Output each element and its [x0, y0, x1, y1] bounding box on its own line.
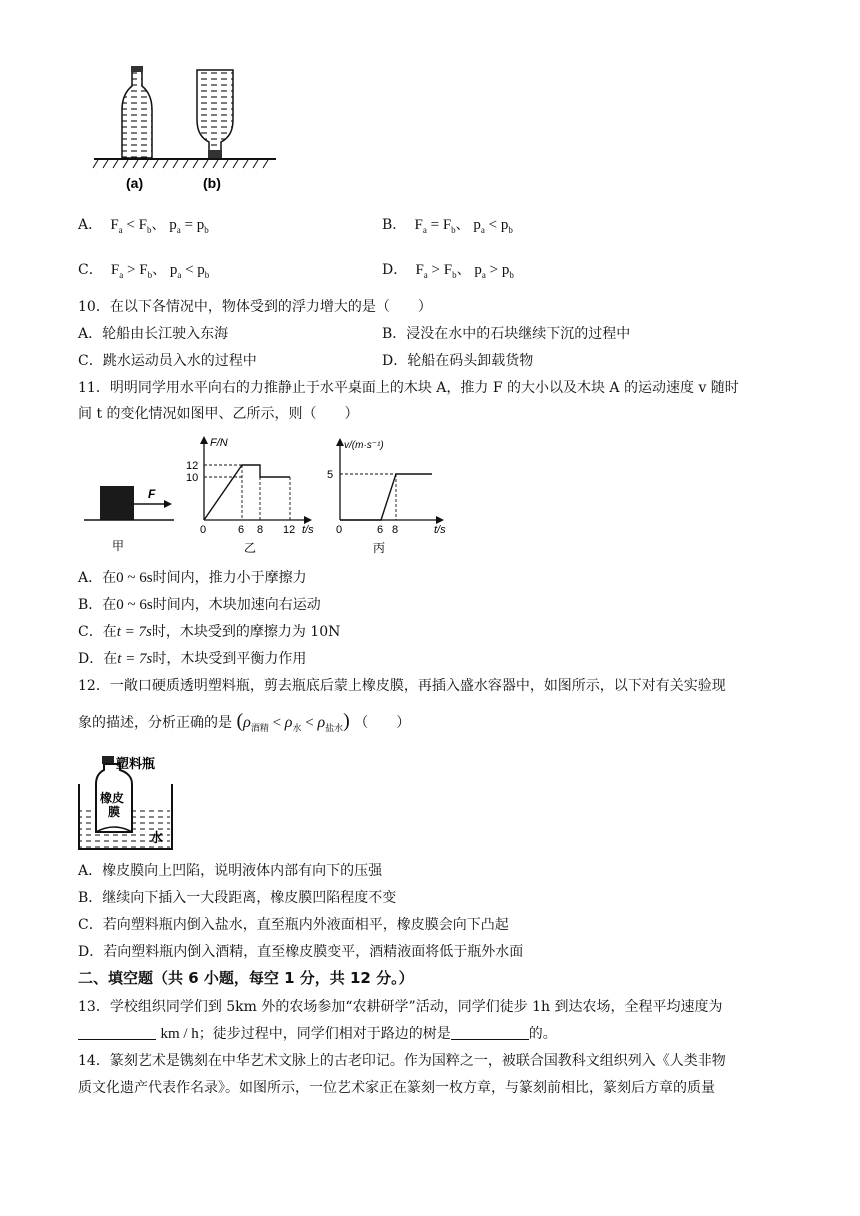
force-curve	[204, 465, 290, 520]
yi-ytick-10: 10	[186, 472, 199, 484]
q10-option-d[interactable]: D．轮船在码头卸载货物	[382, 353, 534, 369]
q11-option-b[interactable]: B．在0 ~ 6s时间内，木块加速向右运动	[78, 597, 321, 613]
q11-option-c[interactable]: C．在t = 7s时，木块受到的摩擦力为 10N	[78, 624, 341, 640]
q14-line1: 14．篆刻艺术是镌刻在中华艺术文脉上的古老印记。作为国粹之一，被联合国教科文组织列入《人类非物	[78, 1053, 726, 1069]
q11-stem-line2: 间 t 的变化情况如图甲、乙所示，则（ ）	[78, 406, 359, 422]
yi-ylabel: F/N	[210, 437, 228, 449]
water-label: 水	[150, 830, 164, 845]
q11-fig-jia	[84, 480, 184, 556]
density-inequality: (	[236, 710, 244, 732]
q14-line2: 质文化遗产代表作名录》。如图所示，一位艺术家正在篆刻一枚方章，与篆刻前相比，篆刻后方章的质量	[78, 1080, 715, 1096]
yi-ytick-12: 12	[186, 460, 199, 472]
q12-option-d[interactable]: D．若向塑料瓶内倒入酒精，直至橡皮膜变平，酒精液面将低于瓶外水面	[78, 944, 524, 960]
answer-blank-1[interactable]	[78, 1025, 156, 1040]
q12-option-a[interactable]: A．橡皮膜向上凹陷，说明液体内部有向下的压强	[78, 863, 383, 879]
q10-option-a[interactable]: A．轮船由长江驶入东海	[78, 326, 229, 342]
membrane-label-2: 膜	[108, 805, 121, 819]
yi-xtick-0: 0	[200, 524, 207, 536]
bing-xtick-6: 6	[377, 524, 384, 536]
q12-option-c[interactable]: C．若向塑料瓶内倒入盐水，直至瓶内外液面相平，橡皮膜会向下凸起	[78, 917, 509, 933]
q11-option-d[interactable]: D．在t = 7s时，木块受到平衡力作用	[78, 651, 307, 667]
q10-option-b[interactable]: B．浸没在水中的石块继续下沉的过程中	[382, 326, 631, 342]
q12-option-b[interactable]: B．继续向下插入一大段距离，橡皮膜凹陷程度不变	[78, 890, 397, 906]
q9-option-d[interactable]: D． $F_a > F_b$、 $p_a > p_b$	[382, 262, 514, 280]
q12-stem-line1: 12．一敞口硬质透明塑料瓶，剪去瓶底后蒙上橡皮膜，再插入盛水容器中，如图所示，以下对有关实验现	[78, 678, 726, 694]
force-label: F	[148, 487, 156, 501]
velocity-curve	[340, 474, 432, 520]
q9-option-b[interactable]: B． $F_a = F_b$、 $p_a < p_b$	[382, 217, 513, 235]
bing-ylabel: v/(m·s⁻¹)	[344, 440, 384, 451]
yi-xlabel: t/s	[302, 524, 314, 536]
q11-stem-line1: 11．明明同学用水平向右的力推静止于水平桌面上的木块 A，推力 F 的大小以及木块 A 的运动速度 v 随时	[78, 380, 739, 396]
fig-jia-caption: 甲	[112, 539, 125, 553]
bottles-figure	[90, 64, 280, 196]
q10-option-c[interactable]: C．跳水运动员入水的过程中	[78, 353, 257, 369]
q11-option-a[interactable]: A．在0 ~ 6s时间内，推力小于摩擦力	[78, 570, 307, 586]
section-heading: 二、填空题（共 6 小题，每空 1 分，共 12 分。）	[78, 969, 414, 987]
q12-figure	[76, 754, 180, 852]
q13-line1: 13．学校组织同学们到 5km 外的农场参加“农耕研学”活动，同学们徒步 1h 到达农场，全程平均速度为	[78, 999, 723, 1015]
yi-xtick-12: 12	[283, 524, 296, 536]
bing-xlabel: t/s	[434, 524, 446, 536]
bottle-label: 塑料瓶	[116, 756, 156, 771]
q12-stem-line2: 象的描述，分析正确的是 $(\rho_{酒精} < \rho_水 < \rho_{盐水})$ （ ）	[78, 710, 411, 734]
bing-xtick-8: 8	[392, 524, 399, 536]
answer-blank-2[interactable]	[451, 1025, 529, 1040]
fig-yi-caption: 乙	[244, 541, 257, 555]
q9-option-c[interactable]: C． $F_a > F_b$、 $p_a < p_b$	[78, 262, 210, 280]
q10-stem: 10．在以下各情况中，物体受到的浮力增大的是（ ）	[78, 299, 432, 315]
q11-fig-bing	[322, 432, 458, 558]
fig-bing-caption: 丙	[373, 541, 386, 555]
bing-ytick-5: 5	[327, 469, 334, 481]
membrane-label-1: 橡皮	[100, 791, 125, 805]
bottle-b-label: (b)	[203, 175, 221, 191]
q13-line2: km / h；徒步过程中，同学们相对于路边的树是 的。	[78, 1023, 557, 1043]
yi-xtick-6: 6	[238, 524, 245, 536]
yi-xtick-8: 8	[257, 524, 264, 536]
bing-xtick-0: 0	[336, 524, 343, 536]
q9-option-a[interactable]: A． $F_a < F_b$、 $p_a = p_b$	[78, 217, 209, 235]
q11-fig-yi	[186, 432, 322, 558]
bottle-a-label: (a)	[126, 175, 144, 191]
